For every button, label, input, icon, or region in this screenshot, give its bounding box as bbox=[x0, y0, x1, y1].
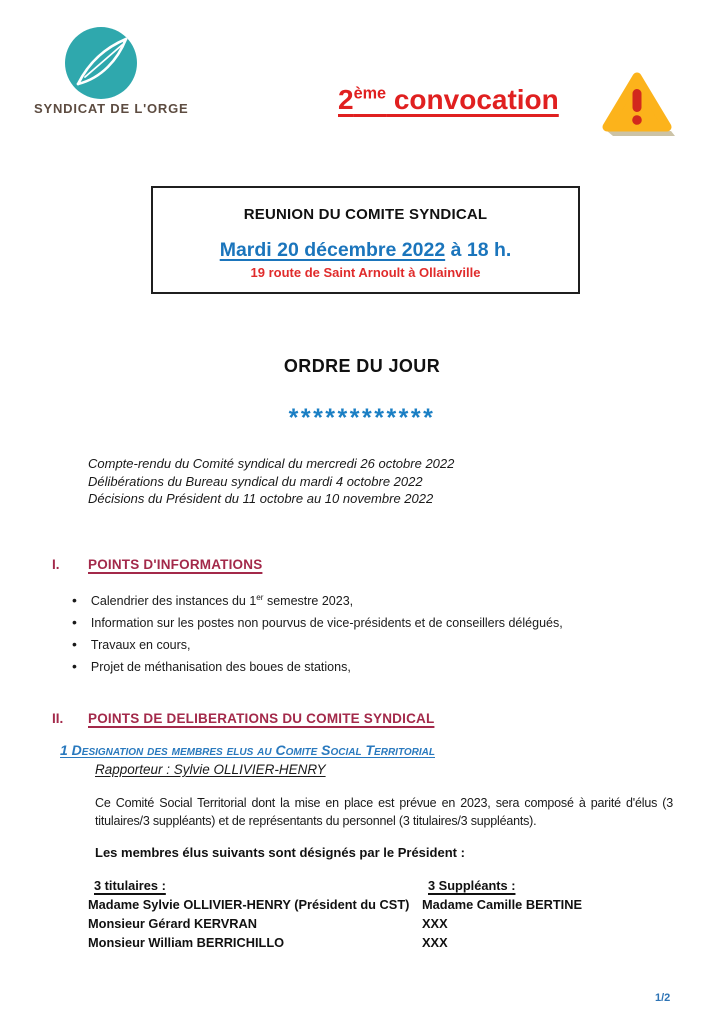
titulaires-header: 3 titulaires : bbox=[94, 878, 166, 893]
titulaire-cell: Madame Sylvie OLLIVIER-HENRY (Président du CST) bbox=[88, 897, 410, 912]
convocation-title-word: convocation bbox=[386, 84, 559, 115]
titulaire-cell: Monsieur Gérard KERVRAN bbox=[88, 916, 258, 931]
subsection-1-heading: 1 Designation des membres elus au Comite Social Territorial bbox=[60, 742, 435, 758]
suppleants-header: 3 Suppléants : bbox=[428, 878, 516, 893]
convocation-title-ordinal: ème bbox=[353, 84, 387, 103]
syndicat-orge-leaf-logo-icon bbox=[64, 26, 138, 100]
suppleant-cell: Madame Camille BERTINE bbox=[422, 897, 583, 912]
section-1-bullet-list bbox=[72, 589, 563, 680]
members-table-header-row bbox=[88, 876, 648, 895]
agenda-heading: ORDRE DU JOUR bbox=[283, 356, 441, 376]
section-2-number: II. bbox=[52, 711, 64, 726]
logo-wordmark: SYNDICAT DE L'ORGE bbox=[34, 101, 189, 116]
intro-line: Délibérations du Bureau syndical du mardi 4 octobre 2022 bbox=[88, 473, 423, 489]
table-row bbox=[88, 895, 648, 914]
meeting-date: Mardi 20 décembre 2022 bbox=[219, 239, 446, 261]
rapporteur-line: Rapporteur : Sylvie OLLIVIER-HENRY bbox=[95, 762, 326, 777]
convocation-title-number: 2 bbox=[338, 84, 354, 115]
meeting-info-box bbox=[151, 186, 580, 294]
warning-triangle-icon bbox=[597, 68, 677, 140]
meeting-date-line bbox=[153, 239, 578, 262]
section-1-title: POINTS D'INFORMATIONS bbox=[88, 557, 263, 572]
meeting-title: REUNION DU COMITE SYNDICAL bbox=[243, 206, 488, 223]
bullet-superscript: er bbox=[256, 593, 264, 602]
cst-description-paragraph: Ce Comité Social Territorial dont la mise en place est prévue en 2023, sera composé à parité d'élus (3 titulaires/3 suppléants) et de représentants du personnel (3 titulaires/3 suppléants). bbox=[95, 796, 673, 828]
table-row bbox=[88, 933, 648, 952]
suppleants-header-cell bbox=[422, 876, 648, 895]
bullet-item bbox=[72, 589, 563, 610]
bullet-text: semestre 2023, bbox=[263, 594, 354, 609]
titulaire-cell: Monsieur William BERRICHILLO bbox=[88, 935, 285, 950]
intro-line: Décisions du Président du 11 octobre au 10 novembre 2022 bbox=[88, 491, 434, 506]
section-1-number: I. bbox=[52, 557, 60, 572]
bullet-item: • Travaux en cours, bbox=[72, 636, 563, 654]
table-row bbox=[88, 914, 648, 933]
suppleant-cell: XXX bbox=[422, 935, 448, 950]
members-table bbox=[88, 876, 648, 952]
stars-separator: ************ bbox=[288, 404, 436, 432]
suppleant-cell: XXX bbox=[422, 916, 448, 931]
titulaires-header-cell bbox=[88, 876, 422, 895]
agenda-intro-lines bbox=[88, 455, 454, 508]
page-number: 1/2 bbox=[655, 992, 671, 1004]
section-2-title: POINTS DE DELIBERATIONS DU COMITE SYNDICAL bbox=[88, 711, 435, 726]
intro-line: Compte-rendu du Comité syndical du mercredi 26 octobre 2022 bbox=[88, 456, 455, 471]
bullet-item: • Information sur les postes non pourvus de vice-présidents et de conseillers délégués, bbox=[72, 614, 563, 632]
members-designation-line: Les membres élus suivants sont désignés par le Président : bbox=[95, 845, 465, 860]
meeting-time: à 18 h. bbox=[445, 239, 512, 261]
bullet-item: • Projet de méthanisation des boues de stations, bbox=[72, 658, 563, 676]
meeting-address: 19 route de Saint Arnoult à Ollainville bbox=[250, 265, 481, 280]
convocation-title bbox=[338, 84, 559, 116]
bullet-text: Calendrier des instances du 1 bbox=[90, 594, 257, 609]
